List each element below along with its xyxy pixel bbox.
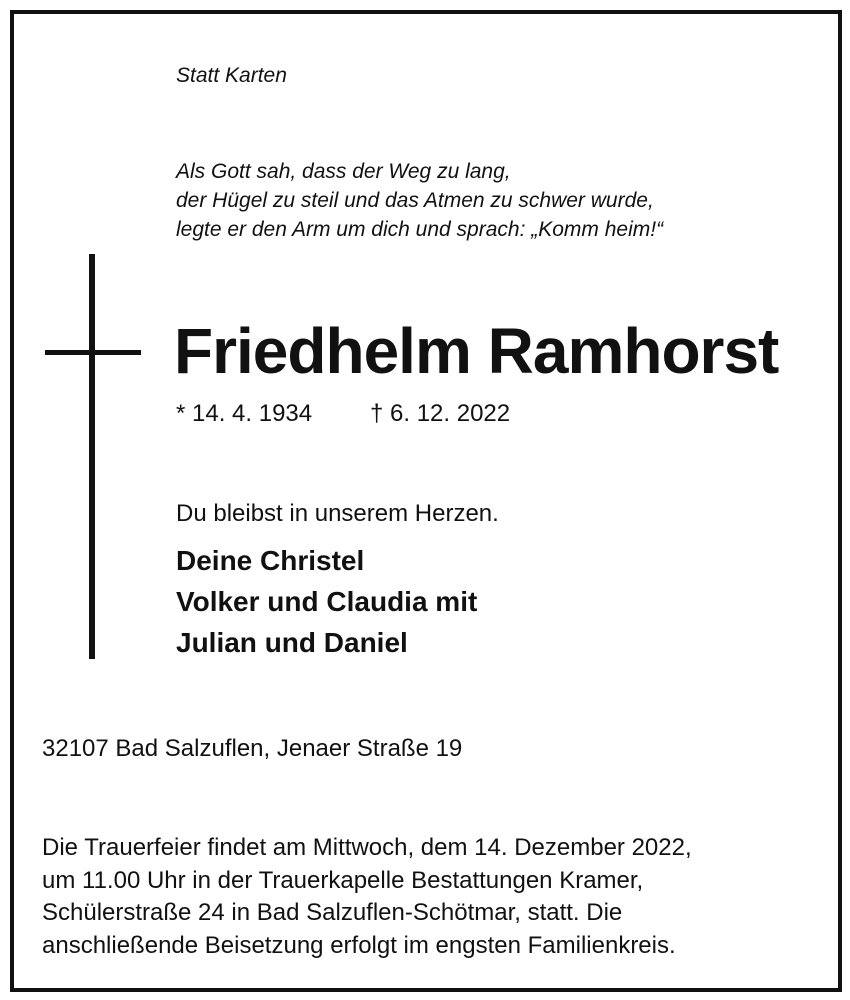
funeral-info-line: anschließende Beisetzung erfolgt im engsten Familienkreis. <box>42 931 676 959</box>
mourner-line: Julian und Daniel <box>176 627 408 658</box>
mourners <box>176 540 477 663</box>
verse-line: legte er den Arm um dich und sprach: „Komm heim!“ <box>176 218 664 241</box>
funeral-info <box>42 832 692 962</box>
funeral-info-line: Die Trauerfeier findet am Mittwoch, dem 14. Dezember 2022, <box>42 834 692 861</box>
birth-date: * 14. 4. 1934 <box>176 400 313 427</box>
address: 32107 Bad Salzuflen, Jenaer Straße 19 <box>42 735 463 762</box>
verse <box>176 157 663 244</box>
intro-text: Statt Karten <box>176 64 287 87</box>
cross-vertical-bar <box>89 254 95 659</box>
mourner-line: Volker und Claudia mit <box>176 586 478 617</box>
deceased-name: Friedhelm Ramhorst <box>174 315 779 387</box>
verse-line: der Hügel zu steil und das Atmen zu schwer wurde, <box>176 189 654 212</box>
motto: Du bleibst in unserem Herzen. <box>176 500 499 527</box>
verse-line: Als Gott sah, dass der Weg zu lang, <box>176 160 511 183</box>
mourner-line: Deine Christel <box>176 545 365 576</box>
death-date: † 6. 12. 2022 <box>370 400 511 427</box>
funeral-info-line: um 11.00 Uhr in der Trauerkapelle Bestattungen Kramer, <box>42 866 644 894</box>
funeral-info-line: Schülerstraße 24 in Bad Salzuflen-Schötmar, statt. Die <box>42 899 623 926</box>
cross-horizontal-bar <box>45 350 141 355</box>
